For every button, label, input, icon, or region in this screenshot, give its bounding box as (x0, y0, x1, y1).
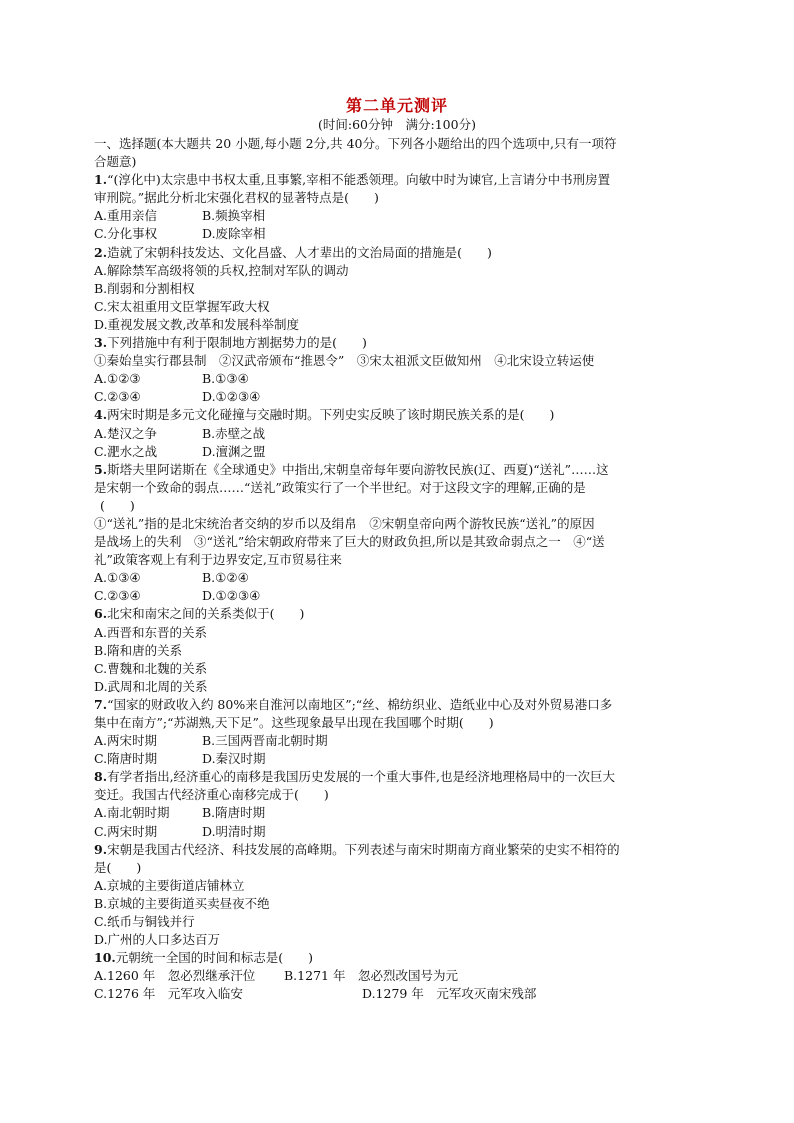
question-text: 下列措施中有利于限制地方割据势力的是( ) (107, 335, 367, 351)
question-text: 是宋朝一个致命的弱点……“送礼”政策实行了一个半世纪。对于这段文字的理解,正确的是 (94, 479, 586, 495)
option-b: B.赤壁之战 (202, 425, 266, 441)
option-b: B.频换宰相 (202, 208, 266, 224)
option-a: A.西晋和东晋的关系 (94, 624, 208, 640)
page-title: 第二单元测评 (345, 96, 448, 115)
question-text: 有学者指出,经济重心的南移是我国历史发展的一个重大事件,也是经济地理格局中的一次巨大 (107, 769, 616, 785)
options-row (94, 569, 700, 587)
options-row (94, 370, 700, 388)
option-c: C.淝水之战 (94, 443, 158, 459)
option-b: B.隋唐时期 (202, 805, 266, 821)
option-a: A.两宋时期 (94, 733, 158, 749)
question-text: 集中在南方”;“苏湖熟,天下足”。这些现象最早出现在我国哪个时期( ) (94, 715, 494, 730)
option-a: A.楚汉之争 (94, 425, 158, 441)
question-2 (94, 244, 700, 262)
answer-blank: ( ) (100, 497, 135, 513)
options-row (94, 750, 700, 768)
option-d: D.1279 年 元军攻灭南宋残部 (362, 986, 537, 1002)
option-a: A.京城的主要街道店铺林立 (94, 877, 245, 893)
option-c: C.隋唐时期 (94, 751, 158, 767)
option-d: D.秦汉时期 (202, 751, 266, 767)
question-text: 两宋时期是多元文化碰撞与交融时期。下列史实反映了该时期民族关系的是( ) (107, 407, 555, 423)
question-text: 斯塔夫里阿诺斯在《全球通史》中指出,宋朝皇帝每年要向游牧民族(辽、西夏)“送礼”……这 (107, 461, 609, 477)
option-b: B.削弱和分割相权 (94, 280, 195, 296)
statement-items: 是战场上的失利 ③“送礼”给宋朝政府带来了巨大的财政负担,所以是其致命弱点之一 ④“送 (94, 534, 605, 550)
option-c: C.两宋时期 (94, 823, 158, 839)
question-text: 元朝统一全国的时间和标志是( ) (115, 950, 314, 966)
options-row (94, 225, 700, 243)
question-text: 宋朝是我国古代经济、科技发展的高峰期。下列表述与南宋时期南方商业繁荣的史实不相符的 (107, 841, 620, 857)
option-c: C.1276 年 元军攻入临安 (94, 986, 243, 1002)
options-row (94, 985, 700, 1003)
option-c: C.②③④ (94, 588, 141, 604)
statement-items: ①“送礼”指的是北宋统治者交纳的岁币以及绢帛 ②宋朝皇帝向两个游牧民族“送礼”的原因 (94, 515, 595, 531)
question-9 (94, 841, 700, 859)
options-row (94, 207, 700, 225)
options-row (94, 425, 700, 443)
options-row (94, 388, 700, 406)
question-10 (94, 949, 700, 967)
option-a: A.1260 年 忽必烈继承汗位 (94, 968, 256, 984)
option-c: C.②③④ (94, 389, 141, 405)
option-d: D.广州的人口多达百万 (94, 932, 221, 948)
question-text: 造就了宋朝科技发达、文化昌盛、人才辈出的文治局面的措施是( ) (107, 244, 492, 260)
option-d: D.①②③④ (202, 588, 261, 604)
question-1 (94, 171, 700, 189)
option-a: A.①②③ (94, 371, 141, 387)
option-b: B.①③④ (202, 371, 249, 387)
question-number: 4. (94, 407, 108, 423)
statement-items: 礼”政策客观上有利于边界安定,互市贸易往来 (94, 552, 342, 568)
question-number: 8. (94, 769, 108, 785)
option-c: C.分化事权 (94, 226, 158, 242)
options-row (94, 443, 700, 461)
option-d: D.澶渊之盟 (202, 443, 266, 459)
question-6 (94, 605, 700, 623)
section-intro: 一、选择题(本大题共 20 小题,每小题 2分,共 40分。下列各小题给出的四个选项中,只有一项符 (94, 136, 617, 151)
time-score-info: (时间:60分钟 满分:100分) (318, 117, 476, 132)
question-number: 6. (94, 606, 108, 622)
options-row (94, 732, 700, 750)
option-d: D.武周和北周的关系 (94, 678, 208, 694)
option-b: B.1271 年 忽必烈改国号为元 (284, 968, 458, 984)
question-text: “国家的财政收入约 80%来自淮河以南地区”;“丝、棉纺织业、造纸业中心及对外贸易港口多 (107, 696, 613, 712)
question-8 (94, 768, 700, 786)
option-d: D.①②③④ (202, 389, 261, 405)
question-3 (94, 334, 700, 352)
question-number: 10. (94, 950, 116, 966)
option-d: D.废除宰相 (202, 226, 266, 242)
option-d: D.明清时期 (202, 823, 266, 839)
option-a: A.重用亲信 (94, 208, 158, 224)
question-number: 2. (94, 244, 108, 260)
options-row (94, 823, 700, 841)
option-c: C.曹魏和北魏的关系 (94, 660, 208, 676)
option-d: D.重视发展文教,改革和发展科举制度 (94, 316, 300, 332)
question-text: 北宋和南宋之间的关系类似于( ) (107, 606, 305, 622)
option-b: B.京城的主要街道买卖昼夜不绝 (94, 895, 270, 911)
section-intro: 合题意) (94, 154, 137, 170)
question-text: “(淳化中)太宗患中书权太重,且事繁,宰相不能悉领理。向敏中时为谏官,上言请分中书刑房置 (107, 172, 611, 188)
option-b: B.三国两晋南北朝时期 (202, 733, 328, 749)
question-number: 5. (94, 461, 108, 477)
option-b: B.隋和唐的关系 (94, 642, 183, 658)
question-text: 变迁。我国古代经济重心南移完成于( ) (94, 787, 329, 803)
option-a: A.①③④ (94, 570, 141, 586)
question-7 (94, 696, 700, 714)
question-number: 7. (94, 696, 108, 712)
question-number: 1. (94, 172, 108, 188)
option-c: C.纸币与铜钱并行 (94, 914, 195, 930)
question-number: 9. (94, 841, 108, 857)
question-5 (94, 461, 700, 479)
question-number: 3. (94, 335, 108, 351)
question-text: 是( ) (94, 859, 142, 875)
options-row (94, 587, 700, 605)
option-b: B.①②④ (202, 570, 249, 586)
statement-items: ①秦始皇实行郡县制 ②汉武帝颁布“推恩令” ③宋太祖派文臣做知州 ④北宋设立转运使 (94, 353, 595, 369)
option-c: C.宋太祖重用文臣掌握军政大权 (94, 298, 270, 314)
question-4 (94, 406, 700, 424)
options-row (94, 804, 700, 822)
options-row (94, 967, 700, 985)
question-text: 审刑院。”据此分析北宋强化君权的显著特点是( ) (94, 190, 379, 206)
option-a: A.南北朝时期 (94, 805, 170, 821)
option-a: A.解除禁军高级将领的兵权,控制对军队的调动 (94, 262, 349, 278)
exam-page (94, 96, 700, 1004)
